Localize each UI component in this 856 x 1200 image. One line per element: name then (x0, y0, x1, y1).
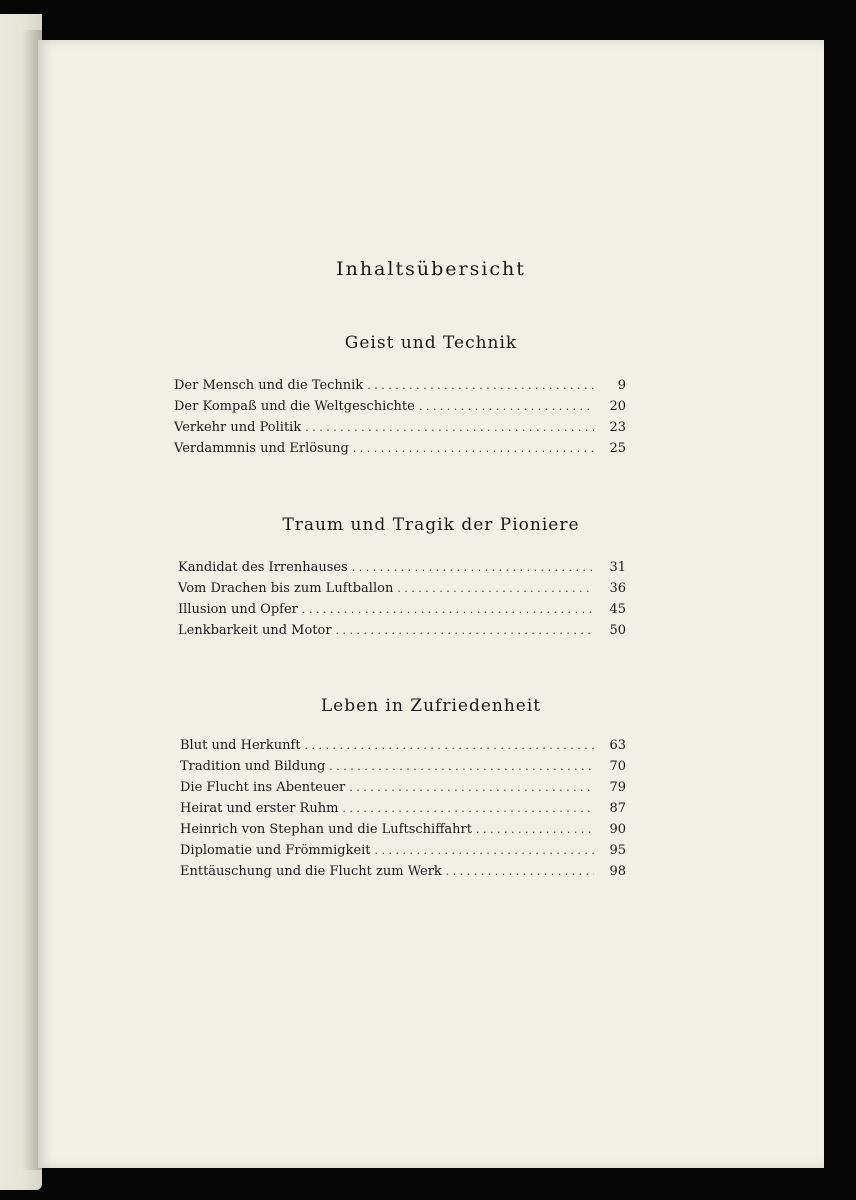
toc-entry (180, 822, 626, 843)
dot-leader (397, 582, 594, 595)
dot-leader (352, 561, 594, 574)
dot-leader (375, 844, 594, 857)
entry-title: Vom Drachen bis zum Luftballon (178, 581, 394, 596)
dot-leader (329, 760, 594, 773)
dot-leader (305, 739, 594, 752)
toc-entry (180, 738, 626, 759)
dot-leader (349, 781, 594, 794)
entry-title: Blut und Herkunft (180, 738, 301, 753)
entry-title: Die Flucht ins Abenteuer (180, 780, 346, 795)
entry-title: Kandidat des Irrenhauses (178, 560, 348, 575)
book-page (38, 40, 824, 1168)
entry-page-number: 25 (609, 441, 626, 456)
toc-entry (180, 843, 626, 864)
toc-entry (178, 560, 626, 581)
entry-title: Lenkbarkeit und Motor (178, 623, 332, 638)
entry-title: Heirat und erster Ruhm (180, 801, 339, 816)
toc-entry (178, 602, 626, 623)
entry-page-number: 70 (609, 759, 626, 774)
dot-leader (336, 624, 594, 637)
toc-entry (174, 441, 626, 462)
toc-entry (174, 399, 626, 420)
toc-entry (174, 378, 626, 399)
toc-title: Inhaltsübersicht (336, 258, 526, 280)
entry-page-number: 79 (609, 780, 626, 795)
section-heading-traum-und-tragik: Traum und Tragik der Pioniere (282, 515, 580, 535)
dot-leader (342, 802, 594, 815)
section-entries-2 (178, 560, 626, 644)
entry-page-number: 9 (617, 378, 626, 393)
toc-entry (180, 801, 626, 822)
entry-page-number: 23 (609, 420, 626, 435)
entry-page-number: 63 (609, 738, 626, 753)
entry-page-number: 90 (609, 822, 626, 837)
entry-page-number: 87 (609, 801, 626, 816)
entry-title: Illusion und Opfer (178, 602, 298, 617)
toc-entry (178, 623, 626, 644)
section-heading-leben-in-zufriedenheit: Leben in Zufriedenheit (320, 696, 542, 716)
entry-title: Heinrich von Stephan und die Luftschiffahrt (180, 822, 472, 837)
section-heading-geist-und-technik: Geist und Technik (344, 333, 518, 353)
entry-title: Diplomatie und Frömmigkeit (180, 843, 371, 858)
section-entries-3 (180, 738, 626, 885)
dot-leader (305, 421, 594, 434)
entry-title: Tradition und Bildung (180, 759, 326, 774)
toc-entry (180, 759, 626, 780)
entry-page-number: 95 (609, 843, 626, 858)
entry-page-number: 36 (609, 581, 626, 596)
toc-entry (180, 864, 626, 885)
entry-page-number: 98 (609, 864, 626, 879)
entry-page-number: 50 (609, 623, 626, 638)
entry-page-number: 31 (609, 560, 626, 575)
toc-entry (178, 581, 626, 602)
dot-leader (302, 603, 594, 616)
section-entries-1 (174, 378, 626, 462)
dot-leader (367, 379, 594, 392)
entry-title: Der Mensch und die Technik (174, 378, 364, 393)
entry-title: Enttäuschung und die Flucht zum Werk (180, 864, 442, 879)
toc-entry (180, 780, 626, 801)
toc-entry (174, 420, 626, 441)
entry-page-number: 45 (609, 602, 626, 617)
entry-title: Der Kompaß und die Weltgeschichte (174, 399, 415, 414)
dot-leader (419, 400, 594, 413)
entry-page-number: 20 (609, 399, 626, 414)
dot-leader (446, 865, 594, 878)
dot-leader (353, 442, 594, 455)
dot-leader (476, 823, 594, 836)
entry-title: Verdammnis und Erlösung (174, 441, 349, 456)
table-of-contents (38, 40, 824, 1168)
entry-title: Verkehr und Politik (174, 420, 302, 435)
